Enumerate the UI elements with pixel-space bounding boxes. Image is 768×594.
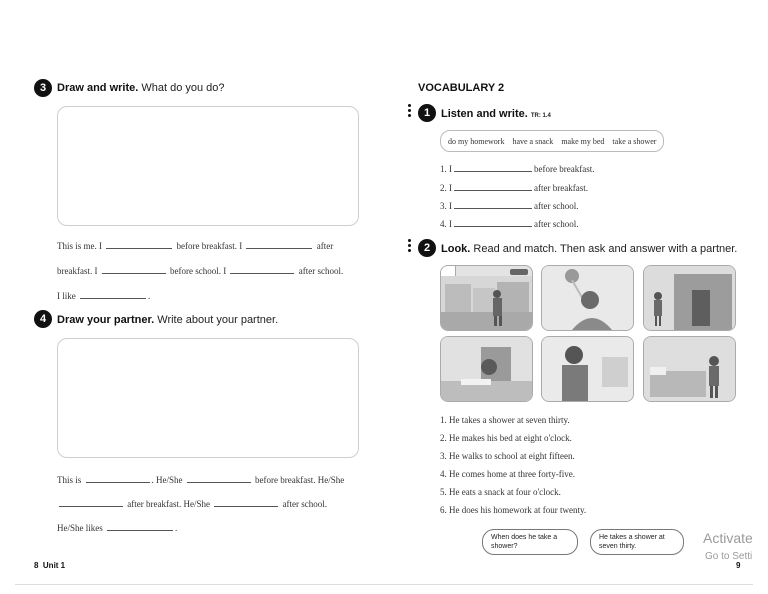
drawing-box-self[interactable] bbox=[57, 106, 359, 226]
item-number: 3. bbox=[440, 201, 447, 211]
photo-walking-to-school[interactable] bbox=[440, 265, 533, 331]
word-bank bbox=[440, 130, 664, 152]
ex4-line-3 bbox=[57, 522, 177, 533]
ex1-item-2 bbox=[440, 182, 588, 193]
house-scene-image bbox=[644, 266, 735, 330]
exercise-1-dots-icon bbox=[408, 104, 411, 119]
ex3-l2-text-a: breakfast. I bbox=[57, 266, 98, 276]
shower-scene-image bbox=[542, 266, 633, 330]
exercise-1-heading bbox=[441, 108, 551, 120]
speech-bubble-question: When does he take a shower? bbox=[482, 529, 578, 555]
photo-making-bed[interactable] bbox=[643, 336, 736, 402]
exercise-4-heading bbox=[57, 314, 278, 326]
ex3-l2-text-c: after school. bbox=[298, 266, 344, 276]
ex3-l1-text-a: This is me. I bbox=[57, 241, 102, 251]
ex3-blank-3[interactable] bbox=[102, 265, 166, 274]
ex1-blank-3[interactable] bbox=[454, 200, 532, 209]
item-end: after school. bbox=[534, 219, 579, 229]
exercise-3-title: Draw and write. bbox=[57, 82, 139, 94]
exercise-4-prompt: Write about your partner. bbox=[157, 314, 279, 326]
item-number: 1. bbox=[440, 164, 447, 174]
exercise-2-prompt: Read and match. Then ask and answer with a partner. bbox=[473, 243, 738, 255]
exercise-3-heading bbox=[57, 82, 225, 94]
exercise-3-number: 3 bbox=[34, 79, 52, 97]
ex2-sentence: 1. He takes a shower at seven thirty. bbox=[440, 415, 570, 425]
item-end: after breakfast. bbox=[534, 183, 588, 193]
ex2-sentence: 2. He makes his bed at eight o'clock. bbox=[440, 433, 572, 443]
item-start: I bbox=[449, 219, 452, 229]
word-bank-item: make my bed bbox=[561, 136, 605, 146]
left-page-footer bbox=[34, 561, 65, 570]
ex2-sentence: 5. He eats a snack at four o'clock. bbox=[440, 487, 561, 497]
ex4-l2-text-b: after school. bbox=[282, 499, 327, 509]
left-page-number: 8 bbox=[34, 561, 39, 570]
bedroom-scene-image bbox=[644, 337, 735, 401]
drawing-box-partner[interactable] bbox=[57, 338, 359, 458]
street-scene-image bbox=[441, 266, 532, 330]
item-start: I bbox=[449, 164, 452, 174]
word-bank-item: have a snack bbox=[512, 136, 554, 146]
item-start: I bbox=[449, 183, 452, 193]
ex3-line-1 bbox=[57, 240, 333, 251]
ex3-line-2 bbox=[57, 265, 343, 276]
ex4-l3-text-a: He/She likes bbox=[57, 523, 103, 533]
item-end: before breakfast. bbox=[534, 164, 595, 174]
ex4-l1-text-a: This is bbox=[57, 475, 82, 485]
ex4-l2-text-a: after breakfast. He/She bbox=[127, 499, 210, 509]
item-number: 2. bbox=[440, 183, 447, 193]
ex4-line-1 bbox=[57, 474, 344, 485]
ex3-l1-text-b: before breakfast. I bbox=[176, 241, 243, 251]
ex1-item-3 bbox=[440, 200, 578, 211]
exercise-4-number: 4 bbox=[34, 310, 52, 328]
ex4-blank-2[interactable] bbox=[187, 474, 251, 483]
right-page-number: 9 bbox=[736, 561, 741, 570]
vocabulary-title: VOCABULARY 2 bbox=[418, 82, 505, 94]
ex4-l1-text-c: before breakfast. He/She bbox=[255, 475, 345, 485]
ex1-item-4 bbox=[440, 218, 578, 229]
ex3-blank-5[interactable] bbox=[80, 290, 146, 299]
track-label: TR: 1.4 bbox=[530, 113, 551, 119]
item-start: I bbox=[449, 201, 452, 211]
photo-eating-snack[interactable] bbox=[541, 336, 634, 402]
ex1-blank-4[interactable] bbox=[454, 218, 532, 227]
ex3-line-3 bbox=[57, 290, 150, 301]
ex3-blank-2[interactable] bbox=[246, 240, 312, 249]
ex3-blank-4[interactable] bbox=[230, 265, 294, 274]
photo-doing-homework[interactable] bbox=[440, 336, 533, 402]
ex4-l3-period: . bbox=[175, 523, 178, 533]
page-bottom-divider bbox=[15, 584, 753, 585]
ex1-item-1 bbox=[440, 163, 594, 174]
exercise-2-title: Look. bbox=[441, 243, 471, 255]
ex3-l2-text-b: before school. I bbox=[169, 266, 227, 276]
ex2-sentence: 3. He walks to school at eight fifteen. bbox=[440, 451, 575, 461]
ex2-sentence: 6. He does his homework at four twenty. bbox=[440, 505, 587, 515]
exercise-2-dots-icon bbox=[408, 239, 411, 254]
homework-scene-image bbox=[441, 337, 532, 401]
activate-watermark-sub: Go to Setti bbox=[705, 551, 753, 562]
ex1-blank-1[interactable] bbox=[454, 163, 532, 172]
ex4-l1-text-b: . He/She bbox=[151, 475, 183, 485]
exercise-4-title: Draw your partner. bbox=[57, 314, 155, 326]
ex4-blank-4[interactable] bbox=[214, 498, 278, 507]
activate-watermark: Activate bbox=[703, 530, 753, 546]
unit-label: Unit 1 bbox=[42, 561, 66, 570]
exercise-1-title: Listen and write. bbox=[441, 108, 528, 120]
word-bank-item: take a shower bbox=[612, 136, 657, 146]
photo-taking-shower[interactable] bbox=[541, 265, 634, 331]
item-end: after school. bbox=[534, 201, 579, 211]
ex3-l3-text-a: I like bbox=[57, 291, 76, 301]
ex4-blank-1[interactable] bbox=[86, 474, 150, 483]
exercise-3-prompt: What do you do? bbox=[141, 82, 225, 94]
exercise-2-number: 2 bbox=[418, 239, 436, 257]
ex2-sentence: 4. He comes home at three forty-five. bbox=[440, 469, 575, 479]
ex1-blank-2[interactable] bbox=[454, 182, 532, 191]
ex4-blank-5[interactable] bbox=[107, 522, 173, 531]
photo-coming-home[interactable] bbox=[643, 265, 736, 331]
item-number: 4. bbox=[440, 219, 447, 229]
speech-bubble-answer: He takes a shower at seven thirty. bbox=[590, 529, 684, 555]
ex4-blank-3[interactable] bbox=[59, 498, 123, 507]
snack-scene-image bbox=[542, 337, 633, 401]
ex4-line-2 bbox=[57, 498, 327, 509]
ex3-l1-text-c: after bbox=[316, 241, 334, 251]
ex3-l3-period: . bbox=[148, 291, 151, 301]
exercise-1-number: 1 bbox=[418, 104, 436, 122]
word-bank-item: do my homework bbox=[448, 136, 505, 146]
ex3-blank-1[interactable] bbox=[106, 240, 172, 249]
exercise-2-heading bbox=[441, 243, 737, 255]
